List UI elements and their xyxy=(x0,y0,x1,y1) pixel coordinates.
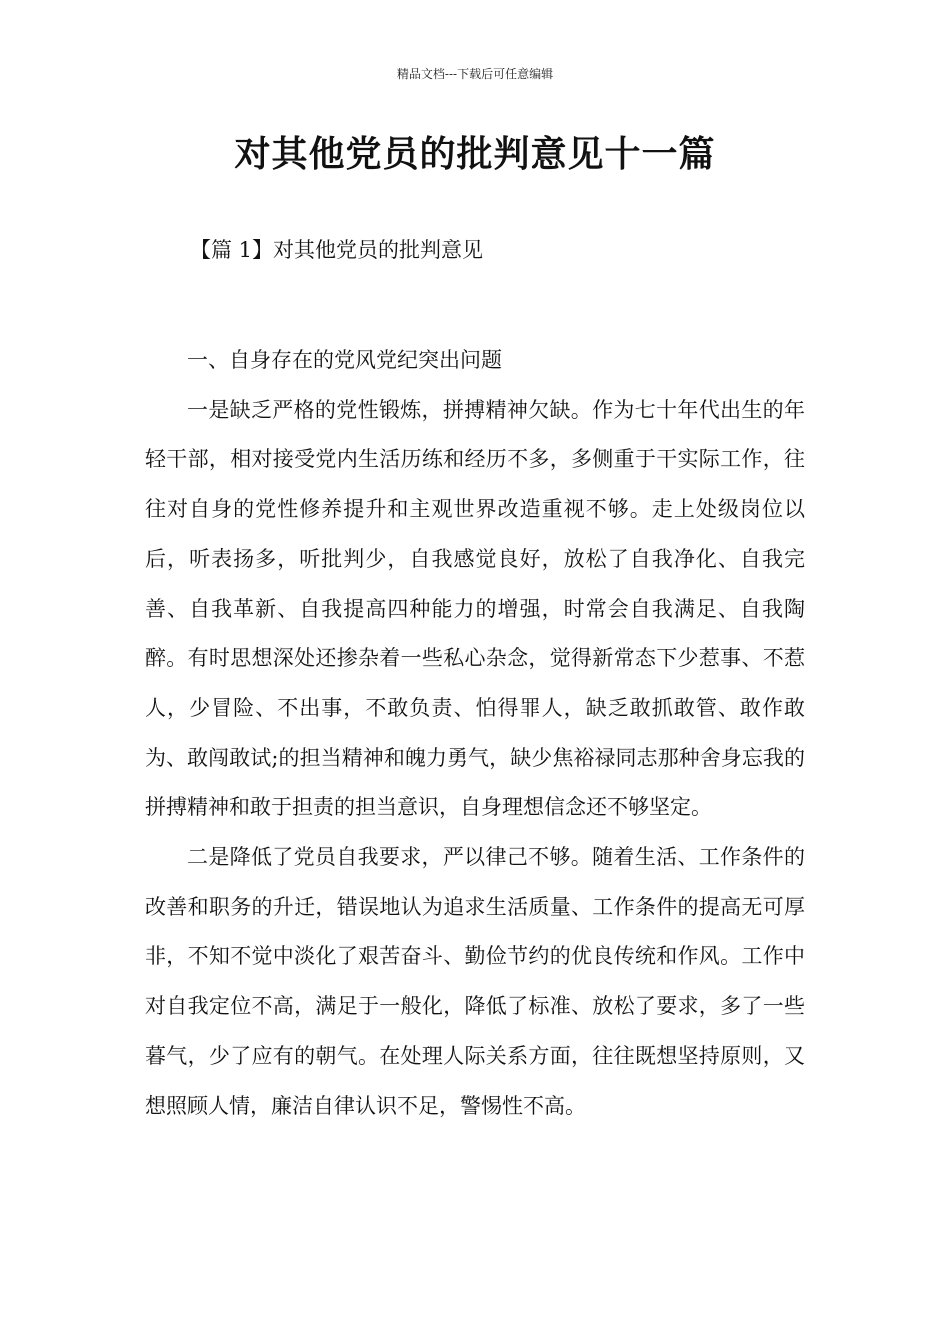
paragraph: 一是缺乏严格的党性锻炼，拼搏精神欠缺。作为七十年代出生的年轻干部，相对接受党内生活历练和经历不多，多侧重于干实际工作，往往对自身的党性修养提升和主观世界改造重视不够。走上处级岗位以后，听表扬多，听批判少，自我感觉良好，放松了自我净化、自我完善、自我革新、自我提高四种能力的增强，时常会自我满足、自我陶醉。有时思想深处还掺杂着一些私心杂念，觉得新常态下少惹事、不惹人，少冒险、不出事，不敢负责、怕得罪人，缺乏敢抓敢管、敢作敢为、敢闯敢试;的担当精神和魄力勇气，缺少焦裕禄同志那种舍身忘我的拼搏精神和敢于担责的担当意识，自身理想信念还不够坚定。 xyxy=(145,397,805,820)
paragraph-subheading: 一、自身存在的党风党纪突出问题 xyxy=(187,348,502,372)
section-heading: 【篇 1】对其他党员的批判意见 xyxy=(190,238,484,262)
header-note: 精品文档---下载后可任意编辑 xyxy=(396,67,554,81)
document-title: 对其他党员的批判意见十一篇 xyxy=(234,133,716,175)
paragraph: 二是降低了党员自我要求，严以律己不够。随着生活、工作条件的改善和职务的升迁，错误地认为追求生活质量、工作条件的提高无可厚非，不知不觉中淡化了艰苦奋斗、勤俭节约的优良传统和作风。工作中对自我定位不高，满足于一般化，降低了标准、放松了要求，多了一些暮气，少了应有的朝气。在处理人际关系方面，往往既想坚持原则，又想照顾人情，廉洁自律认识不足，警惕性不高。 xyxy=(145,845,805,1118)
document-body xyxy=(145,336,805,1131)
